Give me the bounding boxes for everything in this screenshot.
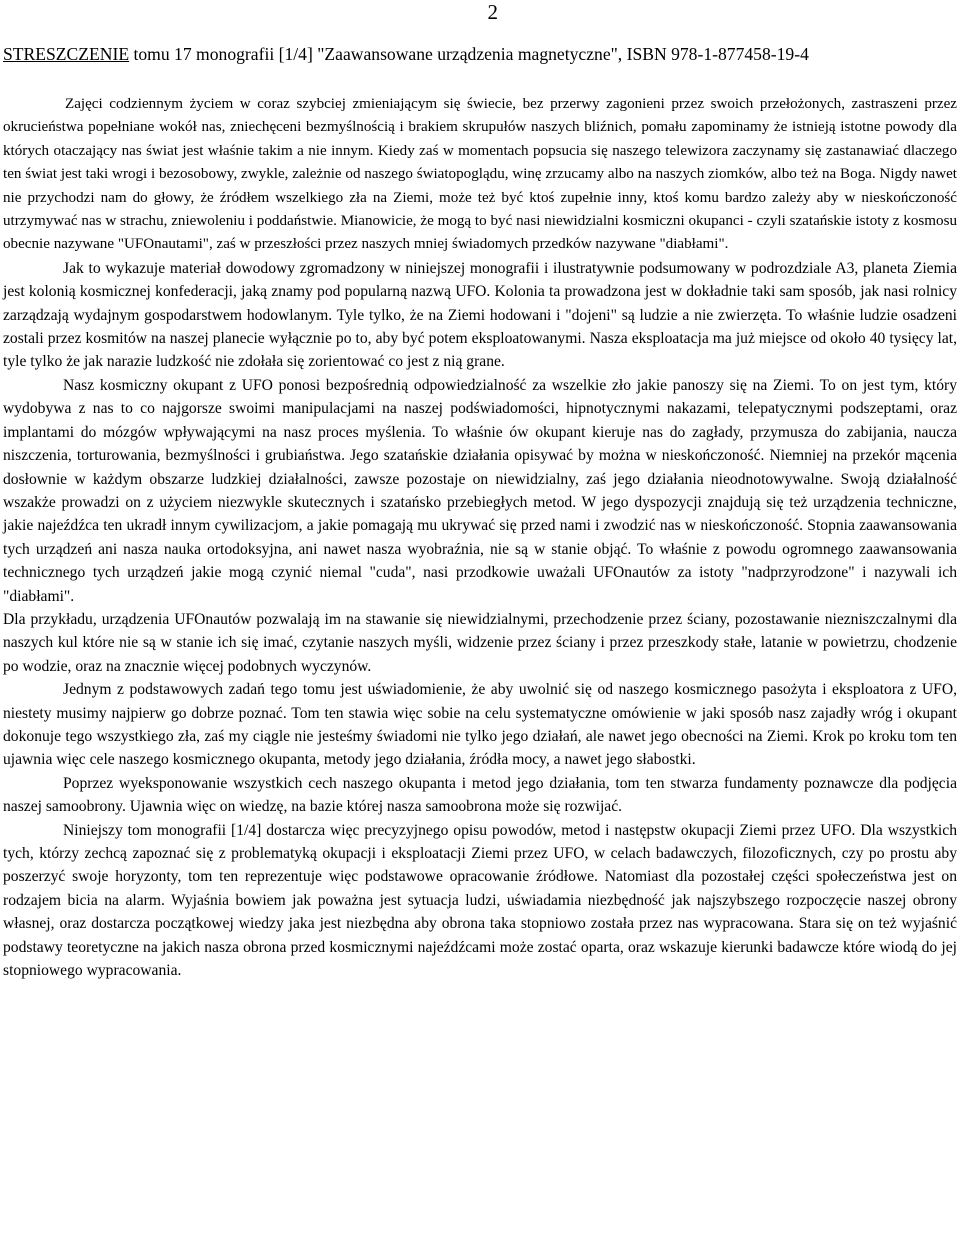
page-number: 2	[487, 0, 498, 24]
header-title-underlined: STRESZCZENIE	[3, 44, 130, 64]
paragraph-3: Nasz kosmiczny okupant z UFO ponosi bezpośrednią odpowiedzialność za wszelkie zło jakie panoszy się na Ziemi. To on jest tym, który wydobywa z nas to co najgorsze swoimi manipulacjami na naszej podświadomości, hipnotycznymi nakazami, telepatycznymi podszeptami, oraz implantami do mózgów wpływającymi na nasz proces myślenia. To właśnie ów okupant kieruje nas do zagłady, przymusza do zabijania, naucza niszczenia, torturowania, bezmyślności i grubiaństwa. Jego szatańskie działania opisywać by można w nieskończoność. Niemniej na przekór mącenia dosłownie w każdym obszarze ludzkiej działalności, zawsze pozostaje on niewidzialny, zaś jego działania nieodnotowywalne. Swoją działalność wszakże prowadzi on z użyciem niezwykle skutecznych i szatańsko przebiegłych metod. W jego dyspozycji znajdują się też urządzenia techniczne, jakie najeźdźca ten ukradł innym cywilizacjom, a jakie pomagają mu ukrywać się przed nami i zwodzić nas w nieskończoność. Stopnia zaawansowania tych urządzeń ani nasza nauka ortodoksyjna, ani nawet nasza wyobraźnia, nie są w stanie objąć. To właśnie z powodu ogromnego zaawansowania technicznego tych urządzeń jakie mogą czynić niemal "cuda", nasi przodkowie uważali UFOnautów za istoty "nadprzyrodzone" i nazywali ich "diabłami".	[3, 376, 957, 605]
paragraph-7: Niniejszy tom monografii [1/4] dostarcza więc precyzyjnego opisu powodów, metod i następstw okupacji Ziemi przez UFO. Dla wszystkich tych, którzy zechcą zapoznać się z problematyką okupacji i eksploatacji Ziemi przez UFO, w celach badawczych, filozoficznych, czy po prostu aby poszerzyć swoje horyzonty, tom ten reprezentuje więc podstawowe opracowanie źródłowe. Natomiast dla pozostałej części społeczeństwa jest on rodzajem bicia na alarm. Wyjaśnia bowiem jak poważna jest sytuacja ludzi, uświadamia niezbędność jak najszybszego rozpoczęcie naszej obrony własnej, oraz dostarcza początkowej wiedzy jaka jest niezbędna aby obrona taka stopniowo została przez nas wypracowana. Stara się on też wyjaśnić podstawy teoretyczne na jakich nasza obrona przed kosmicznymi najeźdźcami może zostać oparta, oraz wskazuje kierunki badawcze które wiodą do jej stopniowego wypracowania.	[3, 821, 957, 980]
document-body	[3, 93, 957, 982]
paragraph-5: Jednym z podstawowych zadań tego tomu jest uświadomienie, że aby uwolnić się od naszego kosmicznego pasożyta i eksploatora z UFO, niestety musimy najpierw go dobrze poznać. Tom ten stawia więc sobie na celu systematyczne omówienie w jaki sposób nasz zajadły wróg i okupant dokonuje tego wszystkiego zła, zaś my ciągle nie jesteśmy świadomi nie tylko jego działań, ale nawet jego obecności na Ziemi. Krok po kroku tom ten ujawnia więc cele naszego kosmicznego okupanta, metody jego działania, źródła mocy, a nawet jego słabostki.	[3, 681, 957, 769]
paragraph-6: Poprzez wyeksponowanie wszystkich cech naszego okupanta i metod jego działania, tom ten stwarza fundamenty poznawcze dla podjęcia naszej samoobrony. Ujawnia więc on wiedzę, na bazie której nasza samoobrona może się rozwijać.	[3, 774, 957, 816]
header-title-rest: tomu 17 monografii [1/4] "Zaawansowane urządzenia magnetyczne", ISBN 978-1-877458-19-4	[129, 44, 809, 64]
paragraph-4: Dla przykładu, urządzenia UFOnautów pozwalają im na stawanie się niewidzialnymi, przechodzenie przez ściany, pozostawanie niezniszczalnymi dla naszych kul które nie są w stanie ich się imać, czytanie naszych myśli, widzenie przez ściany i przez przeszkody stałe, latanie w powietrzu, chodzenie po wodzie, oraz na znacznie więcej podobnych wyczynów.	[3, 610, 957, 675]
paragraph-1: Zajęci codziennym życiem w coraz szybciej zmieniającym się świecie, bez przerwy zagonieni przez swoich przełożonych, zastraszeni przez okrucieństwa popełniane wokół nas, zniechęceni bezmyślnością i brakiem skrupułów naszych bliźnich, pomału zapominamy że istnieją istotne powody dla których otaczający nas świat jest właśnie takim a nie innym. Kiedy zaś w momentach popsucia się naszego telewizora zaczynamy się zastanawiać dlaczego ten świat jest taki wrogi i bezosobowy, zwykle, zależnie od naszego światopoglądu, winę zrzucamy albo na naszych ziomków, albo też na Boga. Nigdy nawet nie przychodzi nam do głowy, że źródłem wszelkiego zła na Ziemi, może też być ktoś zupełnie inny, ktoś komu bardzo zależy aby w nieskończoność utrzymywać nas w strachu, zniewoleniu i poddaństwie. Mianowicie, że mogą to być nasi niewidzialni kosmiczni okupanci - czyli szatańskie istoty z kosmosu obecnie nazywane "UFOnautami", zaś w przeszłości przez naszych mniej świadomych przedków nazywane "diabłami".	[3, 96, 957, 253]
document-header	[3, 43, 956, 65]
paragraph-2: Jak to wykazuje materiał dowodowy zgromadzony w niniejszej monografii i ilustratywnie podsumowany w podrozdziale A3, planeta Ziemia jest kolonią kosmicznej konfederacji, jaką znamy pod popularną nazwą UFO. Kolonia ta prowadzona jest w dokładnie taki sam sposób, jak nasi rolnicy zarządzają wydajnym gospodarstwem hodowlanym. Tyle tylko, że na Ziemi hodowani i "dojeni" są ludzie a nie zwierzęta. To właśnie ludzie osadzeni zostali przez kosmitów na naszej planecie wyłącznie po to, aby być potem eksploatowanymi. Nasza eksploatacja ma już miejsce od około 40 tysięcy lat, tyle tylko że jak narazie ludzkość nie zdołała się zorientować co jest z nią grane.	[3, 259, 957, 371]
